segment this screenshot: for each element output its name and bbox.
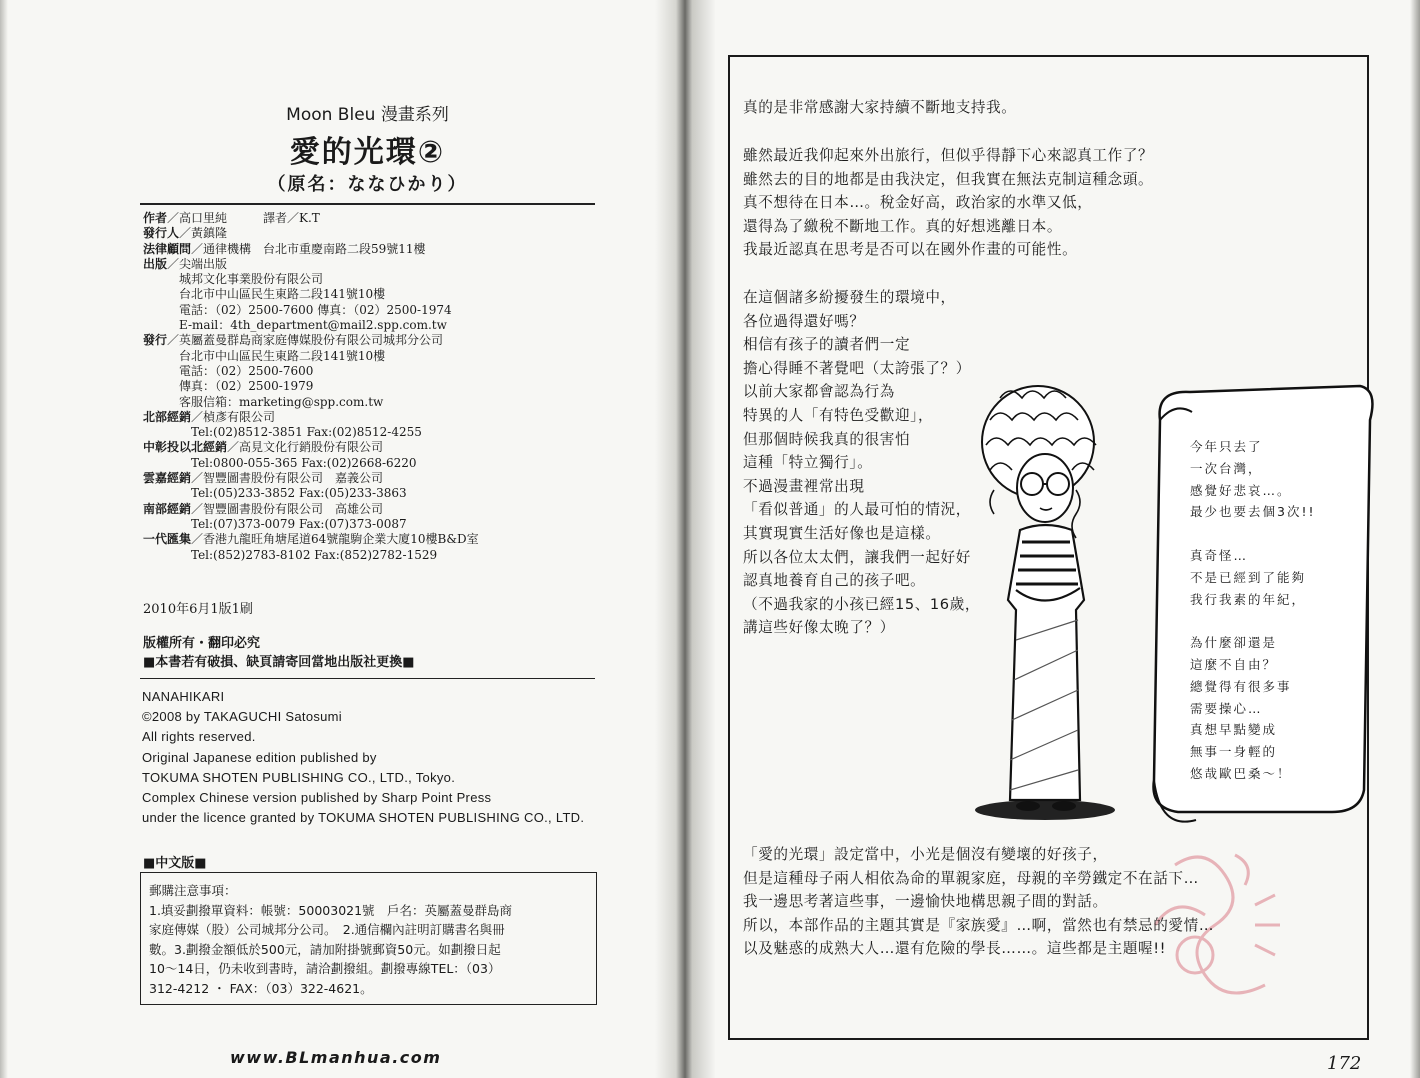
afterword-line: 不過漫畫裡常出現 xyxy=(743,477,865,495)
book-gutter xyxy=(655,0,715,1078)
credit-value: ／高見文化行銷股份有限公司 xyxy=(227,440,384,455)
credit-value: ／尖端出版 xyxy=(167,256,228,271)
credit-row xyxy=(143,425,603,440)
notice-line: 郵購注意事項： xyxy=(149,883,237,898)
english-line: NANAHIKARI xyxy=(142,689,225,704)
credit-value: 台北市中山區民生東路二段141號10樓 xyxy=(143,348,386,363)
afterword-line: 雖然去的目的地都是由我決定，但我實在無法克制這種念頭。 xyxy=(743,170,1154,188)
afterword-paragraph-3 xyxy=(743,286,980,640)
rights-line: 版權所有・翻印必究 xyxy=(143,636,261,651)
afterword-line: 以前大家都會認為行為 xyxy=(743,383,895,401)
afterword-line: 所以，本部作品的主題其實是『家族愛』…啊，當然也有禁忌的愛情… xyxy=(743,916,1215,934)
afterword-line: 各位過得還好嗎？ xyxy=(743,312,865,330)
afterword-line: 認真地養育自己的孩子吧。 xyxy=(743,572,926,590)
credit-value: 電話：（02）2500-7600 傳真：（02）2500-1974 xyxy=(143,302,452,317)
credit-label: 一代匯集 xyxy=(143,532,192,547)
credit-row xyxy=(143,242,603,257)
afterword-line: 「看似普通」的人最可怕的情況， xyxy=(743,501,971,519)
afterword-line: 相信有孩子的讀者們一定 xyxy=(743,336,911,354)
english-copyright xyxy=(142,687,584,828)
credit-label: 出版 xyxy=(143,256,168,271)
credit-value: ／黃鎮隆 xyxy=(179,226,228,241)
credit-value: Tel:(852)2783-8102 Fax:(852)2782-1529 xyxy=(143,547,438,562)
credit-row xyxy=(143,379,603,394)
credit-label: 法律顧問 xyxy=(143,241,192,256)
bubble-line: 總覺得有很多事 xyxy=(1190,678,1292,694)
credit-label: 雲嘉經銷 xyxy=(143,471,192,486)
credit-value: ／英屬蓋曼群島商家庭傳媒股份有限公司城邦分公司 xyxy=(167,333,444,348)
publication-credits xyxy=(143,211,603,563)
notice-line: 1.填妥劃撥單資料：帳號：50003021號 戶名：英屬蓋曼群島商 xyxy=(149,902,513,918)
notice-line: 312-4212 ・ FAX：（03）322-4621。 xyxy=(149,980,373,996)
credit-label: 作者 xyxy=(143,211,168,225)
notice-line: 10～14日，仍未收到書時，請洽劃撥組。劃撥專線TEL：（03） xyxy=(149,961,501,976)
bubble-line: 無事一身輕的 xyxy=(1190,744,1278,760)
credit-row xyxy=(143,318,603,333)
credit-row xyxy=(143,211,603,226)
bubble-line: 需要操心… xyxy=(1190,700,1263,716)
afterword-line: 其實現實生活好像也是這樣。 xyxy=(743,524,941,542)
mail-order-notice-box xyxy=(140,872,597,1005)
afterword-line: 「愛的光環」設定當中，小光是個沒有變壞的好孩子， xyxy=(743,846,1108,863)
credit-value: Tel:(07)373-0079 Fax:(07)373-0087 xyxy=(143,516,407,531)
english-line: Original Japanese edition published by xyxy=(142,749,377,765)
credit-value: ／通律機構 台北市重慶南路二段59號11樓 xyxy=(191,241,426,256)
afterword-line: 還得為了繳稅不斷地工作。真的好想逃離日本。 xyxy=(743,217,1063,235)
credit-row xyxy=(143,349,603,364)
credit-row xyxy=(143,548,603,563)
afterword-paragraph-2 xyxy=(743,144,1153,262)
afterword-line: 真的是非常感謝大家持續不斷地支持我。 xyxy=(743,99,1017,116)
bubble-line: 最少也要去個3次!! xyxy=(1190,504,1316,520)
page-number: 172 xyxy=(1327,1053,1362,1074)
credit-value: 客服信箱：marketing@spp.com.tw xyxy=(143,394,384,409)
afterword-line: 在這個諸多紛擾發生的環境中， xyxy=(743,289,956,306)
english-line: Complex Chinese version published by Sharp Point Press xyxy=(142,790,492,806)
credit-value: 台北市中山區民生東路二段141號10樓 xyxy=(143,287,386,302)
credit-row xyxy=(143,517,603,532)
bubble-line xyxy=(1190,523,1315,545)
english-line: under the licence granted by TOKUMA SHOTEN PUBLISHING CO., LTD. xyxy=(142,810,585,826)
bubble-line: 我行我素的年紀， xyxy=(1190,591,1307,607)
afterword-paragraph-1 xyxy=(743,96,1017,120)
credit-row xyxy=(143,410,603,425)
credit-row xyxy=(143,287,603,302)
credit-row xyxy=(143,502,603,517)
afterword-line: 特異的人「有特色受歡迎」， xyxy=(743,406,934,424)
bubble-line: 這麼不自由？ xyxy=(1190,656,1278,672)
credit-row xyxy=(143,440,603,455)
english-line: All rights reserved. xyxy=(142,729,256,745)
credit-row xyxy=(143,456,603,471)
bubble-line: 今年只去了 xyxy=(1190,439,1263,454)
afterword-line: 這種「特立獨行」。 xyxy=(743,454,873,472)
author-illustration xyxy=(960,360,1380,840)
afterword-line: 真不想待在日本…。稅金好高，政治家的水準又低， xyxy=(743,194,1093,212)
credit-value: 電話：（02）2500-7600 xyxy=(143,363,314,378)
notice-line: 數。3.劃撥金額低於500元，請加附掛號郵資50元。如劃撥日起 xyxy=(149,941,501,957)
page-edge-right xyxy=(1410,0,1420,1078)
title-divider xyxy=(140,203,595,205)
bubble-line: 感覺好悲哀…。 xyxy=(1190,482,1292,498)
website-watermark: www.BLmanhua.com xyxy=(230,1048,442,1067)
credit-row xyxy=(143,226,603,241)
credit-row xyxy=(143,364,603,379)
rights-line: ■本書若有破損、缺頁請寄回當地出版社更換■ xyxy=(143,655,415,670)
credit-row xyxy=(143,257,603,272)
bubble-line: 真奇怪… xyxy=(1190,547,1249,563)
credit-row xyxy=(143,333,603,348)
credit-value: E-mail：4th_department@mail2.spp.com.tw xyxy=(143,318,447,333)
credit-value: 傳真：（02）2500-1979 xyxy=(143,379,314,394)
afterword-line: 所以各位太太們，讓我們一起好好 xyxy=(743,548,971,566)
credit-row xyxy=(143,303,603,318)
afterword-line: 但那個時候我真的很害怕 xyxy=(743,430,911,448)
bubble-line: 不是已經到了能夠 xyxy=(1190,569,1307,585)
english-line: TOKUMA SHOTEN PUBLISHING CO., LTD., Tokyo. xyxy=(142,769,456,785)
book-title: 愛的光環② xyxy=(289,135,446,170)
credit-value: ／香港九龍旺角塘尾道64號龍駒企業大廈10樓B&D室 xyxy=(191,532,479,547)
credit-row xyxy=(143,272,603,287)
speech-scroll-text xyxy=(1190,436,1315,785)
credit-label: 北部經銷 xyxy=(143,409,192,424)
rights-notice xyxy=(143,634,415,672)
english-line: ©2008 by TAKAGUCHI Satosumi xyxy=(142,709,342,725)
credit-value: Tel:(02)8512-3851 Fax:(02)8512-4255 xyxy=(143,425,422,440)
credit-value: ／智豐圖書股份有限公司 嘉義公司 xyxy=(191,471,384,486)
afterword-paragraph-4 xyxy=(743,843,1214,961)
credit-value: ／高口里純 譯者／K.T xyxy=(167,211,320,225)
afterword-line: 以及魅惑的成熟大人…還有危險的學長……。這些都是主題喔!! xyxy=(743,940,1167,958)
bubble-line: 真想早點變成 xyxy=(1190,722,1278,738)
credit-row xyxy=(143,395,603,410)
copyright-divider xyxy=(140,678,595,679)
credit-label: 中彰投以北經銷 xyxy=(143,440,228,455)
credit-value: ／楨彥有限公司 xyxy=(191,409,276,424)
credit-value: Tel:0800-055-365 Fax:(02)2668-6220 xyxy=(143,455,417,470)
bubble-line: 悠哉歐巴桑～！ xyxy=(1190,765,1292,781)
credit-row xyxy=(143,532,603,547)
edition-label: ■中文版■ xyxy=(143,856,207,871)
notice-line: 家庭傳媒（股）公司城邦分公司。 2.通信欄內註明訂購書名與冊 xyxy=(149,922,505,937)
credit-row xyxy=(143,486,603,501)
credit-value: 城邦文化事業股份有限公司 xyxy=(143,272,324,287)
bubble-line: 為什麼卻還是 xyxy=(1190,635,1278,651)
afterword-line: （不過我家的小孩已經15、16歲， xyxy=(743,595,981,613)
credit-label: 發行 xyxy=(143,333,168,348)
bubble-line xyxy=(1190,610,1315,632)
original-title: （原名：ななひかり） xyxy=(267,174,468,195)
afterword-line: 我一邊思考著這些事，一邊愉快地構思親子間的對話。 xyxy=(743,893,1108,911)
credit-label: 發行人 xyxy=(143,226,180,241)
afterword-line: 我最近認真在思考是否可以在國外作畫的可能性。 xyxy=(743,241,1078,259)
page-edge-left xyxy=(0,0,8,1078)
afterword-line: 但是這種母子兩人相依為命的單親家庭，母親的辛勞鐵定不在話下… xyxy=(743,869,1199,887)
afterword-line: 雖然最近我仰起來外出旅行，但似乎得靜下心來認真工作了？ xyxy=(743,147,1154,164)
print-date: 2010年6月1版1刷 xyxy=(143,602,253,617)
credit-value: ／智豐圖書股份有限公司 高雄公司 xyxy=(191,501,384,516)
series-name: Moon Bleu 漫畫系列 xyxy=(286,105,449,125)
credit-row xyxy=(143,471,603,486)
credit-value: Tel:(05)233-3852 Fax:(05)233-3863 xyxy=(143,486,407,501)
credit-label: 南部經銷 xyxy=(143,501,192,516)
bubble-line: 一次台灣， xyxy=(1190,460,1263,476)
afterword-line: 講這些好像太晚了？） xyxy=(743,619,895,637)
afterword-line: 擔心得睡不著覺吧（太誇張了？） xyxy=(743,359,971,377)
